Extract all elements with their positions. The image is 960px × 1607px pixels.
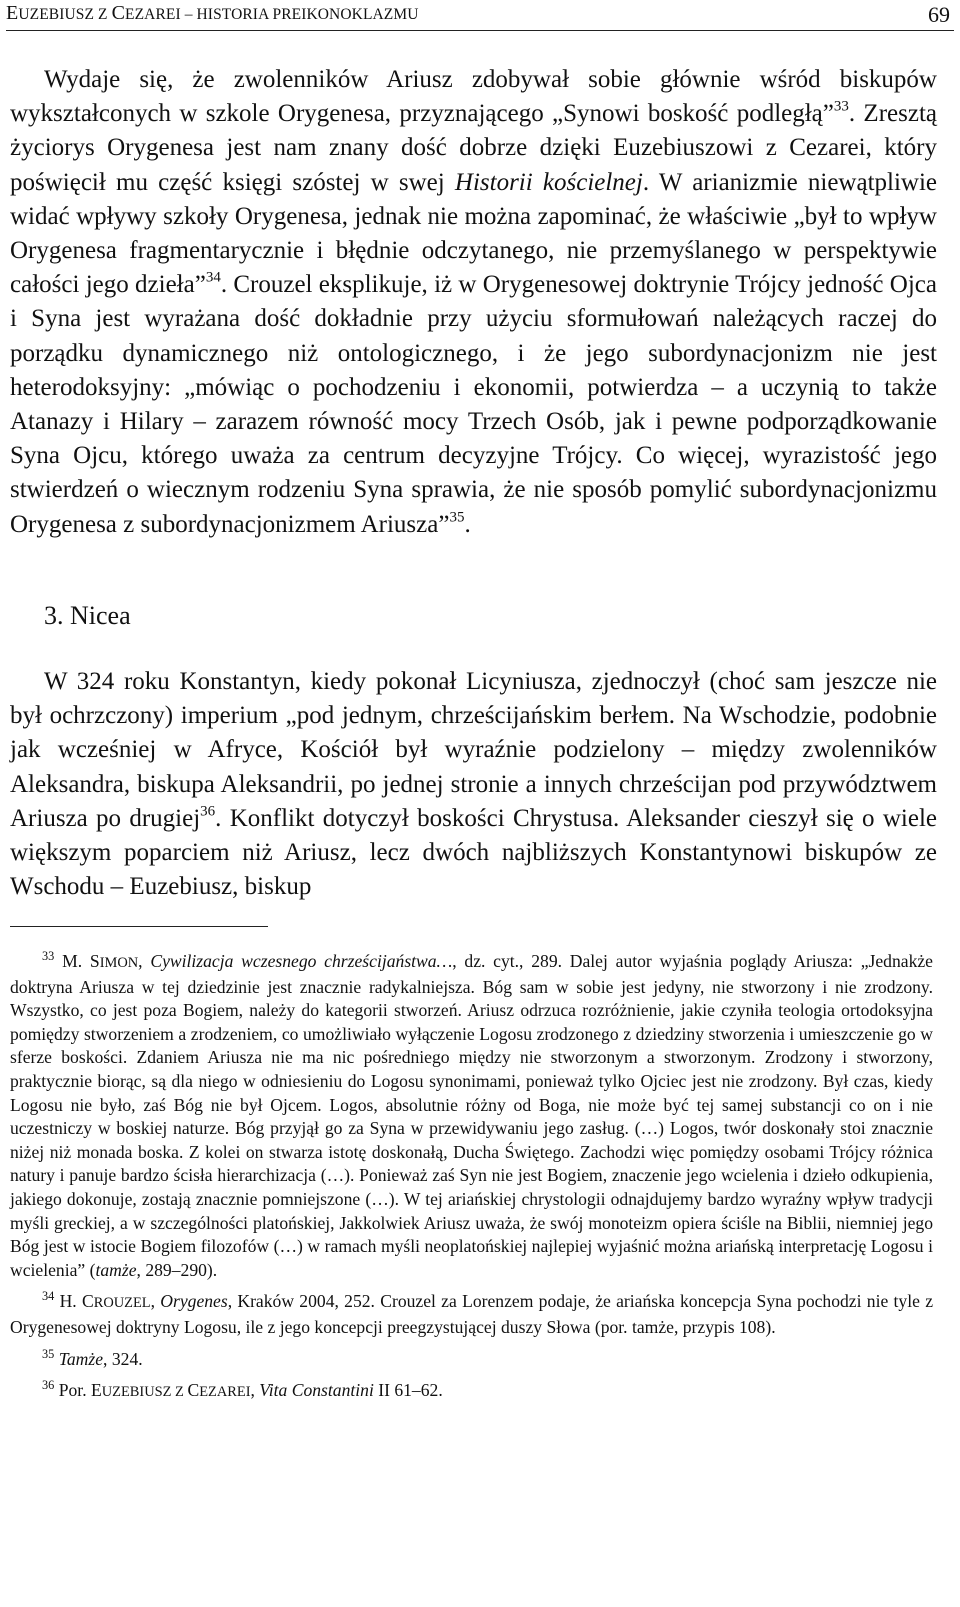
- author-initial: M.: [62, 951, 90, 971]
- author-name: C: [81, 1291, 94, 1312]
- cited-title: Orygenes: [160, 1291, 228, 1312]
- paragraph: [10, 665, 937, 904]
- footnote-ref-35: 35: [449, 509, 465, 526]
- author-name-smallcaps: IMON: [99, 955, 139, 971]
- author-name-smallcaps: EZAREI: [199, 1384, 251, 1401]
- body-text-section-1: [10, 63, 937, 542]
- footnote-ref-34: 34: [205, 269, 221, 286]
- header-title-smallcaps: UZEBIUSZ Z: [18, 6, 112, 23]
- text-run: ,: [150, 1291, 161, 1312]
- text-run: , 289–290).: [136, 1259, 218, 1280]
- text-run: . Konflikt dotyczył boskości Chrystusa. Aleksander cieszył się o wiele większym poparciem niż Ariusz, lecz dwóch najbliższych Konstantynowi biskupów ze Wschodu – Euzebiusz, biskup: [10, 804, 937, 901]
- book-title: Historii kościelnej: [454, 168, 643, 196]
- footnote-34: [10, 1290, 933, 1339]
- footnote-ref-36: 36: [200, 803, 216, 820]
- text-run: Wydaje się, że zwolenników Ariusz zdobywał sobie głównie wśród biskupów wykształconych w szkole Orygenesa, przyznającego „Synowi boskość podległą”: [10, 66, 937, 128]
- header-title-initial: C: [111, 2, 126, 24]
- author-name: C: [187, 1380, 200, 1401]
- text-run: . Zresztą życiorys Orygenesa jest nam znany dość dobrze dzięki Euzebiuszowi z Cezarei, który poświęcił mu część księgi szóstej w swej: [10, 100, 937, 196]
- footnote-separator: [10, 926, 268, 927]
- text-run: . Crouzel eksplikuje, iż w Orygenesowej doktrynie Trójcy jedność Ojca i Syna jest wyrażana dość dokładnie przy użyciu sformułowań należących raczej do porządku dynamicznego niż ontologicznego, i że jego subordynacjonizm nie jest heterodoksyjny: „mówiąc o pochodzeniu i ekonomii, potwierdza – a uczynią to także Atanazy i Hilary – zarazem równość mocy Trzech Osób, jak i pewne podporządkowanie Syna Ojcu, którego uważa za centrum decyzyjne Trójcy. Co więcej, wyrazistość jego stwierdzeń o wiecznym rodzeniu Syna sprawia, że nie sposób pomylić subordynacjonizmu Orygenesa z subordynacjonizmem Ariusza”: [10, 271, 937, 538]
- text-run: W 324 roku Konstantyn, kiedy pokonał Licyniusza, zjednoczył (choć sam jeszcze nie był ochrzczony) imperium „pod jednym, chrześcijańskim berłem. Na Wschodzie, podobnie jak wcześniej w Afryce, Kościół był wyraźnie podzielony – między zwolenników Aleksandra, biskupa Aleksandrii, po jednej stronie a innych chrześcijan pod przywództwem Ariusza po drugiej: [10, 668, 937, 832]
- header-title: [6, 2, 419, 25]
- text-run: ,: [250, 1380, 260, 1401]
- paragraph: [10, 63, 937, 542]
- text-run: , 324.: [103, 1348, 143, 1369]
- text-run: Por.: [58, 1380, 91, 1401]
- text-run: .: [464, 510, 471, 538]
- author-name-smallcaps: UZEBIUSZ Z: [101, 1384, 188, 1401]
- footnote-number: 36: [42, 1378, 55, 1393]
- header-title-initial: E: [6, 2, 19, 24]
- footnote-36: [10, 1379, 933, 1405]
- running-header: [6, 0, 954, 31]
- text-run: II 61–62.: [373, 1380, 443, 1401]
- author-name: E: [91, 1380, 102, 1401]
- footnote-33: [10, 950, 933, 1282]
- ibid: tamże: [95, 1259, 137, 1280]
- body-text-section-2: [10, 665, 937, 904]
- author-name: S: [89, 951, 100, 971]
- footnote-35: [10, 1348, 933, 1372]
- footnotes: [10, 950, 933, 1413]
- text-run: . W arianizmie niewątpliwie widać wpływy szkoły Orygenesa, jednak nie można zapominać, że właściwie „był to wpływ Orygenesa fragmentarycznie i błędnie odczytanego, nie przemyślanego w perspektywie całości jego dzieła”: [10, 168, 938, 299]
- cited-title: Vita Constantini: [259, 1380, 374, 1401]
- page-number: 69: [928, 2, 950, 27]
- header-title-smallcaps: EZAREI – HISTORIA PREIKONOKLAZMU: [125, 6, 419, 23]
- footnote-ref-33: 33: [833, 98, 849, 115]
- section-heading: 3. Nicea: [44, 601, 131, 630]
- cited-title: Cywilizacja wczesnego chrześcijaństwa…: [150, 951, 453, 971]
- footnote-number: 33: [42, 949, 55, 964]
- footnote-number: 34: [42, 1289, 55, 1304]
- author-initial: H.: [59, 1291, 82, 1312]
- footnote-number: 35: [42, 1346, 55, 1361]
- text-run: ,: [138, 951, 151, 971]
- author-name-smallcaps: ROUZEL: [93, 1295, 151, 1312]
- ibid: Tamże: [58, 1348, 104, 1369]
- text-run: , dz. cyt., 289. Dalej autor wyjaśnia poglądy Ariusza: „Jednakże doktryna Ariusza w tej dziedzinie jest znacznie radykalniejsza. Bóg sam w sobie jest jedyny, nie stworzony i nie zrodzony. Wszystko, co jest poza Bogiem, należy do kategorii stworzeń. Ariusz odrzuca rozróżnienie, jakie czyniła teologia ortodoksyjna pomiędzy stworzeniem a zrodzeniem, co umożliwiało wyłączenie Logosu zrodzonego z dziedziny stworzenia i umieszczenie go w sferze boskości. Zdaniem Ariusza nie ma nic pośredniego między nie stworzonym a stworzonym. Zrodzony i stworzony, praktycznie biorąc, są dla niego w odniesieniu do Logosu synonimami, ponieważ tylko Ojciec jest nie zrodzony. Był czas, kiedy Logosu nie było, zaś Bóg nie był Ojcem. Logos, absolutnie różny od Boga, nie może być tej samej substancji co on i nie uczestniczy w boskiej naturze. Bóg przyjął go za Syna w przewidywaniu jego zasług. (…) Logos, twór doskonały stoi znacznie niżej niż monada boska. Z kolei on stwarza istotę doskonałą, Ducha Świętego. Zachodzi więc pomiędzy osobami Trójcy różnica natury i panuje bardzo ścisła hierarchizacja (…). Ponieważ zaś Syn nie jest Bogiem, znaczenie jego wcielenia i dzieło odkupienia, jakiego dokonuje, zostają znacznie pomniejszone (…). W tej ariańskiej chrystologii odnajdujemy bardzo wyraźny wpływ tradycji myśli greckiej, a w szczególności platońskiej, Jakkolwiek Ariusz uważa, że swój monoteizm opiera ściśle na Biblii, niemniej jego Bóg jest w istocie Bogiem filozofów (…) w ramach myśli neoplatońskiej najlepiej wyjaśnić można ariańską interpretację Logosu i wcielenia” (: [10, 951, 933, 1280]
- text-run: , Kraków 2004, 252. Crouzel za Lorenzem podaje, że ariańska koncepcja Syna pochodzi nie tyle z Orygenesowej doktryny Logosu, ile z jego koncepcji preegzystującej duszy Słowa (por. tamże, przypis 108).: [10, 1291, 933, 1337]
